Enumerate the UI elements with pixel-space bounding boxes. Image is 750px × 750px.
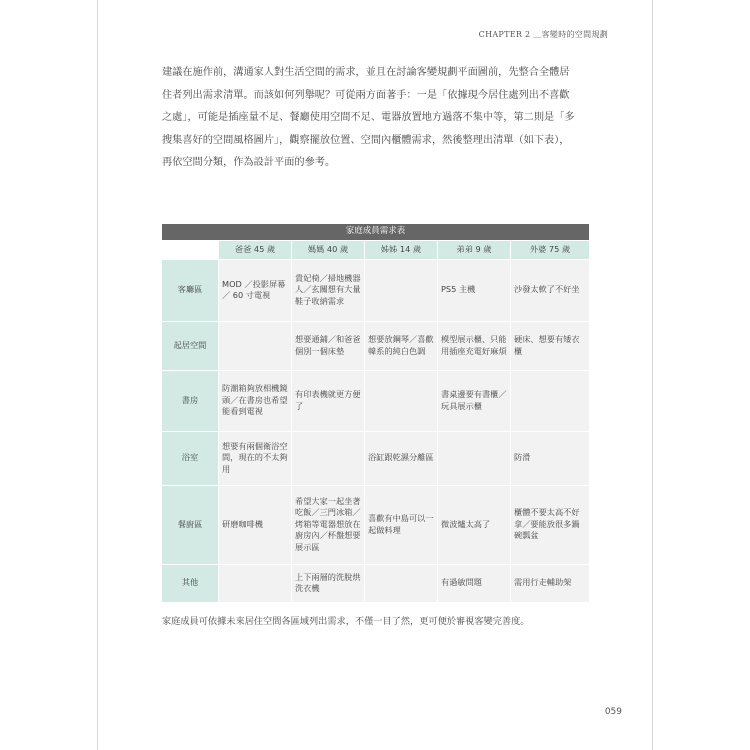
table-cell: 硬床、想要有矮衣櫃 [511,321,590,370]
row-label: 浴室 [162,431,219,485]
table-cell: 微波爐太高了 [438,485,511,564]
table-cell [511,370,590,431]
table-cell: 模型展示櫃、只能用插座充電好麻煩 [438,321,511,370]
family-needs-table [161,223,590,603]
table-row [162,431,590,485]
paragraph-line: 之處」，可能是插座量不足、餐廳使用空間不足、電器放置地方過落不集中等，第二則是「多 [162,112,575,123]
column-header: 爸爸 45 歲 [219,240,292,259]
row-label: 其他 [162,564,219,602]
table-cell: PS5 主機 [438,259,511,321]
table-cell: 防滑 [511,431,590,485]
table-cell: 櫃體不要太高不好拿／要能放很多鍋碗瓢盆 [511,485,590,564]
row-label: 客廳區 [162,259,219,321]
column-header: 外婆 75 歲 [511,240,590,259]
table-cell: 上下兩層的洗脫烘洗衣機 [292,564,365,602]
paragraph-line: 搜集喜好的空間風格圖片」，觀察擺放位置、空間內櫃體需求，然後整理出清單（如下表）， [162,134,570,146]
table-cell: 想要有兩個衛浴空間，現在的不太夠用 [219,431,292,485]
table-cell: 想要放鋼琴／喜歡韓系的純白色調 [365,321,438,370]
column-header: 弟弟 9 歲 [438,240,511,259]
row-label: 起居空間 [162,321,219,370]
paragraph-line: 住者列出需求清單。而該如何列舉呢？可從兩方面著手：一是「依據現今居住處列出不喜歡 [162,89,570,101]
table-header-row [162,240,590,259]
table-cell: 浴缸跟乾濕分離區 [365,431,438,485]
table-cell: 研磨咖啡機 [219,485,292,564]
table-cell: 書桌邊要有書櫃／玩具展示櫃 [438,370,511,431]
column-header: 媽媽 40 歲 [292,240,365,259]
column-header: 姊姊 14 歲 [365,240,438,259]
header-corner [162,240,219,259]
table-row [162,259,590,321]
row-label: 餐廚區 [162,485,219,564]
table-title-row [162,224,590,241]
table-cell [365,259,438,321]
table-cell: 防潮箱夠放相機鏡頭／在書房也希望能看到電視 [219,370,292,431]
paragraph-line: 再依空間分類，作為設計平面的參考。 [162,157,336,168]
running-header: CHAPTER 2 ＿客變時的空間規劃 [478,30,608,39]
table-caption: 家庭成員可依據未來居住空間各區域列出需求，不僅一目了然，更可便於審視客變完善度。 [162,616,530,627]
table-row [162,485,590,564]
table-row [162,370,590,431]
book-page [97,0,653,750]
table-cell: 喜歡有中島可以一起做料理 [365,485,438,564]
table-cell [292,431,365,485]
table-cell [219,564,292,602]
table-cell [365,370,438,431]
table-cell: 有印表機就更方便了 [292,370,365,431]
table-row [162,321,590,370]
table-cell: 需用行走輔助架 [511,564,590,602]
page-number: 059 [604,707,622,717]
table-cell: 有過敏問題 [438,564,511,602]
intro-paragraph [162,62,600,175]
paragraph-line: 建議在施作前，溝通家人對生活空間的需求，並且在討論客變規劃平面圖前，先整合全體居 [162,67,570,78]
table-row [162,564,590,602]
table-cell: 想要通鋪／和爸爸個別一個床墊 [292,321,365,370]
table-cell: 沙發太軟了不好坐 [511,259,590,321]
table-cell [219,321,292,370]
row-label: 書房 [162,370,219,431]
table-cell [365,564,438,602]
table-cell [438,431,511,485]
table-cell: 貴妃椅／掃地機器人／玄關想有大量鞋子收納需求 [292,259,365,321]
table-title: 家庭成員需求表 [162,224,590,241]
table-cell: 希望大家一起坐著吃飯／三門冰箱／烤箱等電器想放在廚房內／杯盤想要展示區 [292,485,365,564]
table-cell: MOD ／投影屏幕／ 60 寸電視 [219,259,292,321]
